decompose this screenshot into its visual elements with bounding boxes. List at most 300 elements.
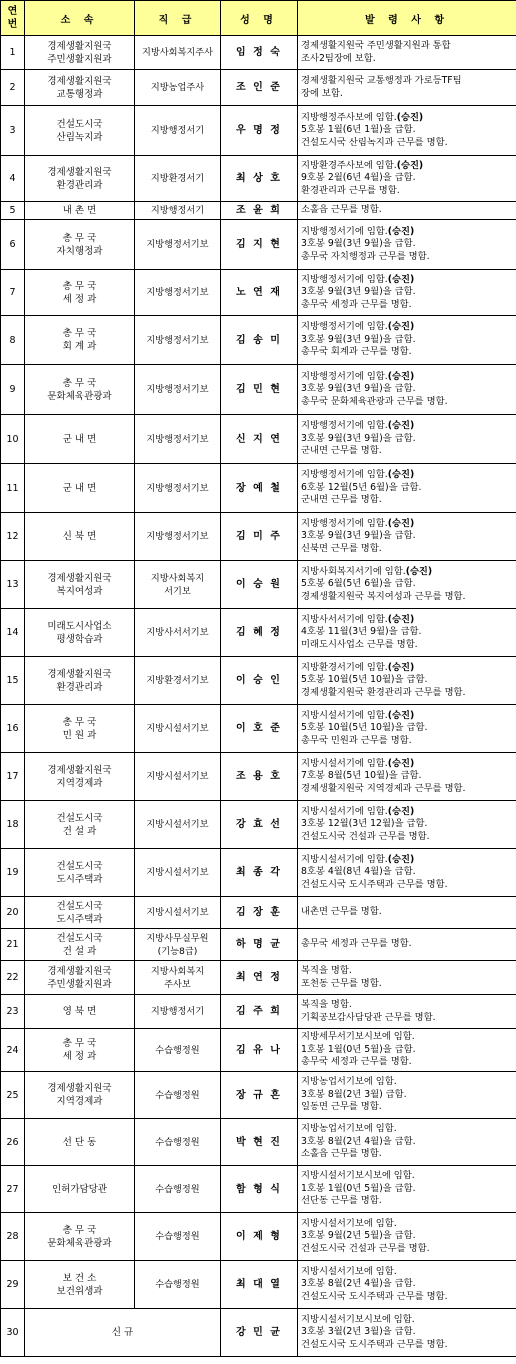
row-rank — [135, 270, 221, 316]
department-line: 복지여성과 — [56, 585, 103, 597]
department-line: 경제생활지원국 — [47, 40, 112, 52]
table-row — [1, 961, 516, 995]
table-row — [1, 365, 516, 415]
table-row — [1, 415, 516, 464]
details-line: 총무국 세정과 근무를 명함. — [301, 1056, 412, 1068]
row-details — [298, 156, 516, 202]
row-department — [25, 1309, 221, 1357]
row-rank — [135, 609, 221, 657]
row-department — [25, 897, 135, 929]
rank-line: 수습행정원 — [155, 1089, 200, 1101]
row-rank — [135, 753, 221, 801]
department-line: 신 북 면 — [62, 531, 97, 542]
row-name: 이 제 형 — [221, 1213, 298, 1261]
details-line: 지방농업서기보에 임함. — [301, 1123, 397, 1135]
row-number: 10 — [1, 415, 25, 464]
row-rank — [135, 995, 221, 1029]
details-line: 총무국 세정과 근무를 명함. — [301, 938, 412, 950]
rank-line: 지방행정서기보 — [146, 287, 209, 298]
rank-line: 수습행정원 — [155, 1279, 200, 1290]
row-number: 30 — [1, 1309, 25, 1357]
rank-line: 지방농업주사 — [150, 82, 205, 93]
row-name: 김 장 훈 — [221, 897, 298, 929]
row-name: 함 형 식 — [221, 1166, 298, 1213]
row-number: 3 — [1, 106, 25, 156]
table-row — [1, 464, 516, 513]
details-line: 장에 보함. — [301, 87, 343, 99]
row-name: 최 종 각 — [221, 849, 298, 897]
row-details — [298, 961, 516, 995]
details-line: 8호봉 4월(8년 4월)을 급함. — [301, 866, 416, 878]
row-rank — [135, 849, 221, 897]
department-line: 도시주택과 — [56, 873, 103, 885]
row-details — [298, 1166, 516, 1213]
rank-line: 지방환경서기 — [150, 173, 205, 184]
row-rank — [135, 1072, 221, 1119]
department-line: 건 설 과 — [62, 945, 97, 957]
department-line: 경제생활지원국 — [47, 965, 112, 977]
row-rank — [135, 513, 221, 561]
row-number: 8 — [1, 316, 25, 365]
row-name: 김 민 현 — [221, 365, 298, 415]
row-details — [298, 849, 516, 897]
details-line: 군내면 근무를 명함. — [301, 445, 382, 457]
row-details — [298, 220, 516, 270]
details-line: 건설도시국 도시주택과 근무를 명함. — [301, 878, 448, 890]
details-line: 3호봉 9월(3년 9월)을 급함. — [301, 383, 416, 395]
row-number: 16 — [1, 705, 25, 753]
department-line: 영 북 면 — [62, 1006, 97, 1017]
row-department — [25, 464, 135, 513]
department-line: 경제생활지원국 — [47, 668, 112, 680]
row-department — [25, 929, 135, 961]
department-line: 군 내 면 — [62, 482, 97, 494]
row-details — [298, 1119, 516, 1166]
row-department — [25, 995, 135, 1029]
details-line: 지방행정서기에 임함.(승진) — [301, 469, 415, 481]
row-number: 9 — [1, 365, 25, 415]
department-line: 총 무 국 — [62, 280, 97, 292]
rank-line: 지방사서서기보 — [146, 627, 209, 638]
rank-line: 지방시설서기보 — [146, 867, 209, 878]
row-rank — [135, 464, 221, 513]
row-department — [25, 753, 135, 801]
row-name: 박 현 진 — [221, 1119, 298, 1166]
rank-line: 지방시설서기보 — [146, 771, 209, 782]
row-name: 조 용 호 — [221, 753, 298, 801]
table-row — [1, 202, 516, 220]
row-rank — [135, 929, 221, 961]
department-line: 문화체육관광과 — [47, 390, 112, 402]
promotion-mark: (승진) — [387, 709, 415, 721]
row-number: 26 — [1, 1119, 25, 1166]
row-number: 27 — [1, 1166, 25, 1213]
rank-line: 수습행정원 — [155, 1044, 200, 1056]
row-details — [298, 995, 516, 1029]
promotion-mark: (승진) — [396, 159, 424, 171]
rank-line: 수습행정원 — [155, 1136, 200, 1148]
row-details — [298, 316, 516, 365]
row-number: 4 — [1, 156, 25, 202]
rank-line: 서기보 — [164, 585, 191, 597]
details-line: 총무국 민원과 근무를 명함. — [301, 734, 412, 746]
row-department — [25, 961, 135, 995]
table-row — [1, 70, 516, 106]
details-line: 지방사회복지서기에 임함.(승진) — [301, 565, 433, 577]
details-line: 총무국 회계과 근무를 명함. — [301, 346, 412, 358]
details-line: 복직을 명함. — [301, 964, 352, 976]
details-line: 지방시설서기에 임함.(승진) — [301, 757, 415, 769]
row-rank — [135, 316, 221, 365]
department-line: 건 설 과 — [62, 825, 97, 837]
appointment-rows — [1, 36, 516, 1357]
department-line: 보건위생과 — [56, 1285, 103, 1297]
row-name: 김 지 현 — [221, 220, 298, 270]
department-line: 총 무 국 — [62, 1224, 97, 1236]
department-line: 미래도시사업소 — [47, 620, 112, 632]
details-line: 지방시설서기에 임함.(승진) — [301, 709, 415, 721]
row-name: 장 예 철 — [221, 464, 298, 513]
row-rank — [135, 961, 221, 995]
table-row — [1, 156, 516, 202]
table-row — [1, 561, 516, 609]
row-details — [298, 929, 516, 961]
row-department — [25, 657, 135, 705]
table-row — [1, 513, 516, 561]
rank-line: 지방시설서기보 — [146, 819, 209, 830]
row-name: 신 지 연 — [221, 415, 298, 464]
row-number: 20 — [1, 897, 25, 929]
header-department: 소 속 — [25, 1, 135, 36]
department-line: 건설도시국 — [56, 812, 103, 824]
details-line: 3호봉 12월(3년 12월)을 급함. — [301, 818, 428, 830]
department-line: 경제생활지원국 — [47, 572, 112, 584]
header-number-line1: 연 — [7, 6, 18, 17]
row-details — [298, 70, 516, 106]
details-line: 경제생활지원국 환경관리과 근무를 명함. — [301, 686, 466, 698]
row-number: 13 — [1, 561, 25, 609]
details-line: 5호봉 10월(5년 10월)을 급함. — [301, 674, 428, 686]
promotion-mark: (승진) — [387, 853, 415, 865]
row-number: 19 — [1, 849, 25, 897]
row-number: 15 — [1, 657, 25, 705]
details-line: 경제생활지원국 지역경제과 근무를 명함. — [301, 782, 466, 794]
row-department — [25, 365, 135, 415]
details-line: 3호봉 9월(3년 9월)을 급함. — [301, 432, 416, 444]
details-line: 지방환경주사보에 임함.(승진) — [301, 159, 424, 171]
row-number: 23 — [1, 995, 25, 1029]
row-details — [298, 1029, 516, 1072]
details-line: 3호봉 9월(3년 9월)을 급함. — [301, 238, 416, 250]
row-details — [298, 609, 516, 657]
department-line: 총 무 국 — [62, 328, 97, 339]
department-line: 경제생활지원국 — [47, 1083, 112, 1094]
promotion-mark: (승진) — [387, 469, 415, 481]
table-row — [1, 897, 516, 929]
rank-line: 지방행정서기보 — [146, 531, 209, 542]
promotion-mark: (승진) — [387, 273, 415, 285]
details-line: 지방시설서기에 임함.(승진) — [301, 853, 415, 865]
row-number: 25 — [1, 1072, 25, 1119]
department-line: 평생학습과 — [56, 633, 103, 645]
row-name: 임 정 숙 — [221, 36, 298, 70]
details-line: 지방세무서기보시보에 임함. — [301, 1031, 415, 1043]
row-rank — [135, 705, 221, 753]
department-line: 경제생활지원국 — [47, 764, 112, 776]
table-row — [1, 1119, 516, 1166]
department-line: 교통행정과 — [56, 88, 103, 100]
details-line: 소홀읍 근무를 명함. — [301, 204, 382, 216]
details-line: 건설도시국 건설과 근무를 명함. — [301, 1242, 430, 1254]
row-department — [25, 849, 135, 897]
row-name: 노 연 재 — [221, 270, 298, 316]
department-line: 세 정 과 — [62, 293, 97, 305]
department-line: 건설도시국 — [56, 900, 103, 912]
details-line: 경제생활지원국 복지여성과 근무를 명함. — [301, 590, 466, 602]
details-line: 지방시설서기보시보에 임함. — [301, 1313, 415, 1325]
promotion-mark: (승진) — [405, 565, 433, 577]
rank-line: 지방행정서기 — [150, 1006, 205, 1017]
promotion-mark: (승진) — [387, 517, 415, 529]
department-line: 인허가담당관 — [51, 1183, 108, 1195]
details-line: 지방사서서기에 임함.(승진) — [301, 613, 415, 625]
row-details — [298, 1261, 516, 1309]
details-line: 군내면 근무를 명함. — [301, 494, 382, 506]
table-row — [1, 929, 516, 961]
row-name: 이 호 준 — [221, 705, 298, 753]
row-number: 1 — [1, 36, 25, 70]
department-line: 군 내 면 — [62, 433, 97, 445]
table-row — [1, 849, 516, 897]
row-details — [298, 513, 516, 561]
table-row — [1, 1213, 516, 1261]
promotion-mark: (승진) — [387, 420, 415, 432]
row-number: 5 — [1, 202, 25, 220]
row-name: 조 윤 희 — [221, 202, 298, 220]
row-details — [298, 270, 516, 316]
promotion-mark: (승진) — [387, 805, 415, 817]
row-details — [298, 705, 516, 753]
row-name: 장 규 흔 — [221, 1072, 298, 1119]
table-row — [1, 270, 516, 316]
row-rank — [135, 415, 221, 464]
department-line: 경제생활지원국 — [47, 166, 112, 178]
details-line: 3호봉 9월(2년 5월)을 급함. — [301, 1230, 416, 1242]
row-department — [25, 1261, 135, 1309]
details-line: 6호봉 12월(5년 6월)을 급함. — [301, 481, 422, 493]
details-line: 건설도시국 건설과 근무를 명함. — [301, 830, 430, 842]
row-department — [25, 801, 135, 849]
details-line: 지방시설서기보에 임함. — [301, 1265, 397, 1277]
department-line: 주민생활지원과 — [47, 53, 112, 65]
department-line: 환경관리과 — [56, 681, 103, 693]
row-rank — [135, 36, 221, 70]
department-line: 민 원 과 — [62, 729, 97, 741]
row-department — [25, 202, 135, 220]
department-line: 내 촌 면 — [62, 205, 97, 216]
promotion-mark: (승진) — [396, 111, 424, 123]
promotion-mark: (승진) — [387, 321, 415, 333]
rank-line: 지방행정서기 — [150, 125, 205, 136]
row-details — [298, 561, 516, 609]
details-line: 지방행정서기에 임함.(승진) — [301, 321, 415, 333]
row-rank — [135, 801, 221, 849]
row-details — [298, 1072, 516, 1119]
details-line: 3호봉 3월(2년 3월)을 급함. — [301, 1326, 416, 1338]
row-department — [25, 513, 135, 561]
row-details — [298, 415, 516, 464]
details-line: 선단동 근무를 명함. — [301, 1195, 382, 1207]
row-rank — [135, 70, 221, 106]
promotion-mark: (승진) — [387, 370, 415, 382]
rank-line: 지방행정서기보 — [146, 239, 209, 250]
row-details — [298, 897, 516, 929]
row-rank — [135, 156, 221, 202]
row-details — [298, 1309, 516, 1357]
details-line: 3호봉 8월(2년 4월)을 급함. — [301, 1278, 416, 1290]
table-row — [1, 36, 516, 70]
row-department — [25, 270, 135, 316]
row-department — [25, 1213, 135, 1261]
row-details — [298, 106, 516, 156]
department-line: 산림녹지과 — [56, 131, 103, 143]
table-row — [1, 801, 516, 849]
details-line: 환경관리과 근무를 명함. — [301, 184, 400, 196]
department-line: 건설도시국 — [56, 118, 103, 130]
table-row — [1, 1261, 516, 1309]
row-number: 7 — [1, 270, 25, 316]
details-line: 지방환경서기에 임함.(승진) — [301, 661, 415, 673]
row-rank — [135, 1213, 221, 1261]
row-department — [25, 106, 135, 156]
details-line: 총무국 세정과 근무를 명함. — [301, 298, 412, 310]
department-line: 자치행정과 — [56, 245, 103, 257]
rank-line: 지방사회복지 — [150, 965, 205, 977]
row-details — [298, 657, 516, 705]
row-details — [298, 464, 516, 513]
department-line: 총 무 국 — [62, 232, 97, 244]
row-number: 11 — [1, 464, 25, 513]
row-details — [298, 202, 516, 220]
details-line: 일동면 근무를 명함. — [301, 1101, 382, 1113]
details-line: 3호봉 8월(2년 3월) 급함. — [301, 1088, 407, 1100]
details-line: 건설도시국 도시주택과 근무를 명함. — [301, 1338, 448, 1350]
row-details — [298, 1213, 516, 1261]
row-name: 최 연 정 — [221, 961, 298, 995]
row-rank — [135, 1029, 221, 1072]
details-line: 경제생활지원국 주민생활지원과 통합 — [301, 39, 451, 51]
header-rank: 직 급 — [135, 1, 221, 36]
department-line: 건설도시국 — [56, 932, 103, 944]
header-details: 발 령 사 항 — [298, 1, 516, 36]
row-department — [25, 415, 135, 464]
table-row — [1, 106, 516, 156]
department-line: 신 규 — [111, 1327, 134, 1338]
table-row — [1, 995, 516, 1029]
row-department — [25, 705, 135, 753]
rank-line: 지방사회복지 — [150, 572, 205, 584]
rank-line: 수습행정원 — [155, 1183, 200, 1195]
rank-line: 지방행정서기보 — [146, 334, 209, 346]
row-number: 2 — [1, 70, 25, 106]
details-line: 건설도시국 산림녹지과 근무를 명함. — [301, 136, 448, 148]
rank-line: 지방행정서기 — [150, 205, 205, 216]
row-number: 22 — [1, 961, 25, 995]
row-department — [25, 1166, 135, 1213]
details-line: 기획공보감사담당관 근무를 명함. — [301, 1011, 436, 1023]
department-line: 세 정 과 — [62, 1051, 97, 1062]
header-name: 성 명 — [221, 1, 298, 36]
rank-line: 수습행정원 — [155, 1231, 200, 1242]
details-line: 지방농업서기보에 임함. — [301, 1076, 397, 1088]
row-rank — [135, 1119, 221, 1166]
row-department — [25, 609, 135, 657]
details-line: 3호봉 9월(3년 9월)을 급함. — [301, 333, 416, 345]
row-number: 14 — [1, 609, 25, 657]
details-line: 포천동 근무를 명함. — [301, 977, 382, 989]
rank-line: 지방행정서기보 — [146, 482, 209, 494]
table-row — [1, 1166, 516, 1213]
rank-line: 지방환경서기보 — [146, 675, 209, 686]
details-line: 소홀읍 근무를 명함. — [301, 1148, 382, 1160]
details-line: 4호봉 11월(3년 9월)을 급함. — [301, 626, 422, 638]
details-line: 3호봉 9월(3년 9월)을 급함. — [301, 530, 416, 542]
row-rank — [135, 561, 221, 609]
department-line: 선 단 동 — [62, 1136, 97, 1148]
details-line: 9호봉 2월(6년 4월)을 급함. — [301, 172, 416, 184]
details-line: 지방시설서기보시보에 임함. — [301, 1170, 415, 1182]
row-name: 김 유 나 — [221, 1029, 298, 1072]
header-number — [1, 1, 25, 36]
header-number-line2: 번 — [7, 19, 18, 30]
details-line: 지방행정서기에 임함.(승진) — [301, 273, 415, 285]
table-row — [1, 1072, 516, 1119]
rank-line: 지방사무실무원 — [146, 932, 209, 944]
row-department — [25, 70, 135, 106]
row-details — [298, 36, 516, 70]
details-line: 복직을 명함. — [301, 998, 352, 1010]
details-line: 5호봉 6월(5년 6월)을 급함. — [301, 578, 416, 590]
table-row — [1, 657, 516, 705]
details-line: 지방행정서기에 임함.(승진) — [301, 420, 415, 432]
department-line: 환경관리과 — [56, 179, 103, 191]
row-name: 조 인 준 — [221, 70, 298, 106]
row-number: 24 — [1, 1029, 25, 1072]
details-line: 건설도시국 도시주택과 근무를 명함. — [301, 1290, 448, 1302]
department-line: 지역경제과 — [56, 1096, 103, 1107]
row-department — [25, 156, 135, 202]
row-name: 김 송 미 — [221, 316, 298, 365]
row-department — [25, 36, 135, 70]
table-row — [1, 220, 516, 270]
table-row — [1, 609, 516, 657]
details-line: 경제생활지원국 교통행정과 가로등TF팀 — [301, 74, 462, 86]
promotion-mark: (승진) — [387, 613, 415, 625]
department-line: 총 무 국 — [62, 1038, 97, 1049]
row-name: 강 효 선 — [221, 801, 298, 849]
table-row — [1, 316, 516, 365]
details-line: 신북면 근무를 명함. — [301, 542, 382, 554]
department-line: 지역경제과 — [56, 777, 103, 789]
row-details — [298, 365, 516, 415]
department-line: 건설도시국 — [56, 860, 103, 872]
row-number: 18 — [1, 801, 25, 849]
row-rank — [135, 657, 221, 705]
row-department — [25, 1072, 135, 1119]
rank-line: 지방행정서기보 — [146, 384, 209, 395]
details-line: 지방행정주사보에 임함.(승진) — [301, 111, 424, 123]
row-rank — [135, 365, 221, 415]
